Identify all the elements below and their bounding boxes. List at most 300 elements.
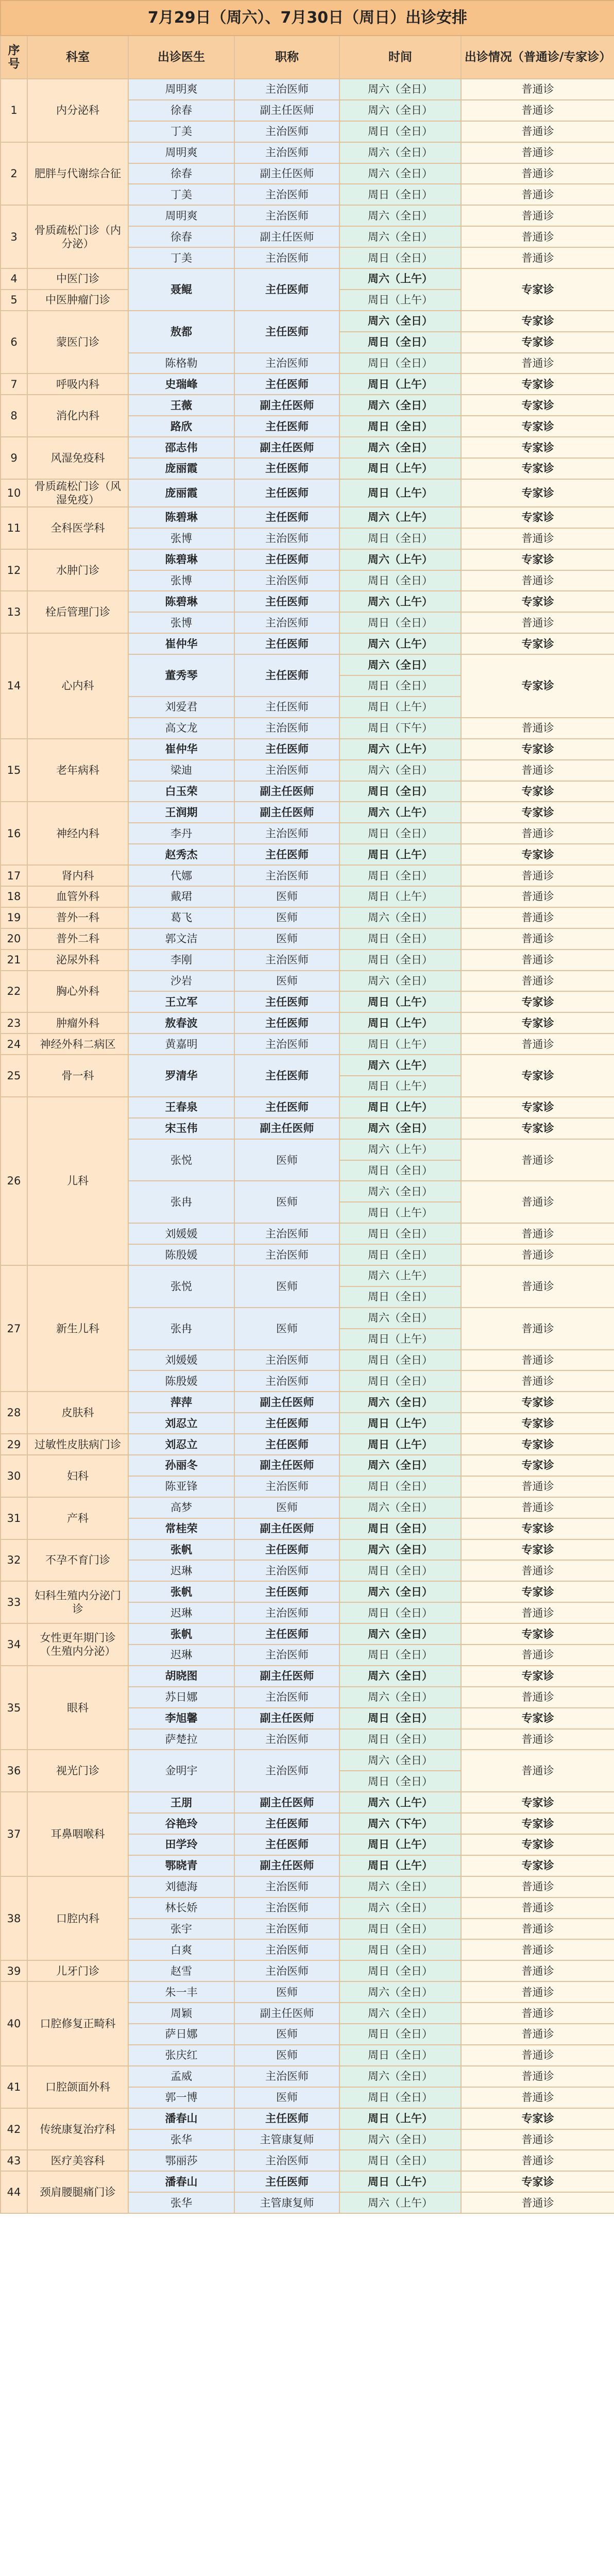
doctor-cell: 朱一丰 xyxy=(128,1981,234,2003)
department-cell: 口腔内科 xyxy=(27,1876,128,1961)
department-cell: 蒙医门诊 xyxy=(27,311,128,374)
time-cell: 周日（全日） xyxy=(339,1708,461,1729)
department-cell: 新生儿科 xyxy=(27,1265,128,1392)
visit-type-cell: 普通诊 xyxy=(461,100,614,121)
title-cell: 主治医师 xyxy=(234,2066,339,2087)
doctor-cell: 郭一博 xyxy=(128,2087,234,2108)
title-cell: 主治医师 xyxy=(234,1750,339,1792)
department-cell: 骨一科 xyxy=(27,1055,128,1097)
title-cell: 主治医师 xyxy=(234,1897,339,1919)
time-cell: 周日（上午） xyxy=(339,1434,461,1455)
header-department: 科室 xyxy=(27,36,128,79)
title-cell: 副主任医师 xyxy=(234,1666,339,1687)
doctor-cell: 聂鲲 xyxy=(128,268,234,311)
title-cell: 主治医师 xyxy=(234,1687,339,1708)
table-row xyxy=(1,374,614,395)
doctor-cell: 周颖 xyxy=(128,2003,234,2024)
table-row xyxy=(1,633,614,654)
visit-type-cell: 专家诊 xyxy=(461,374,614,395)
title-cell: 主治医师 xyxy=(234,1223,339,1244)
row-index: 35 xyxy=(1,1666,27,1750)
visit-type-cell: 普通诊 xyxy=(461,1370,614,1392)
time-cell: 周日（上午） xyxy=(339,2171,461,2192)
visit-type-cell: 专家诊 xyxy=(461,268,614,311)
time-cell: 周日（全日） xyxy=(339,612,461,633)
time-cell: 周日（全日） xyxy=(339,1476,461,1497)
title-cell: 主治医师 xyxy=(234,1729,339,1750)
time-cell: 周日（上午） xyxy=(339,1076,461,1097)
time-cell: 周六（全日） xyxy=(339,1750,461,1771)
department-cell: 产科 xyxy=(27,1497,128,1539)
title-cell: 主治医师 xyxy=(234,570,339,591)
title-cell: 主任医师 xyxy=(234,549,339,570)
table-row xyxy=(1,1981,614,2003)
time-cell: 周六（全日） xyxy=(339,1581,461,1602)
row-index: 27 xyxy=(1,1265,27,1392)
title-cell: 主治医师 xyxy=(234,121,339,142)
visit-type-cell: 普通诊 xyxy=(461,1350,614,1371)
doctor-cell: 郭文洁 xyxy=(128,928,234,950)
visit-type-cell: 普通诊 xyxy=(461,2003,614,2024)
doctor-cell: 张帆 xyxy=(128,1623,234,1645)
title-cell: 主治医师 xyxy=(234,718,339,739)
doctor-cell: 林长娇 xyxy=(128,1897,234,1919)
title-cell: 医师 xyxy=(234,2045,339,2066)
time-cell: 周六（全日） xyxy=(339,907,461,928)
visit-type-cell: 专家诊 xyxy=(461,2108,614,2129)
time-cell: 周日（上午） xyxy=(339,1413,461,1434)
title-cell: 主治医师 xyxy=(234,1960,339,1981)
title-cell: 主治医师 xyxy=(234,950,339,971)
time-cell: 周日（全日） xyxy=(339,1602,461,1623)
visit-type-cell: 普通诊 xyxy=(461,1265,614,1308)
department-cell: 口腔颌面外科 xyxy=(27,2066,128,2108)
doctor-cell: 路欣 xyxy=(128,416,234,437)
time-cell: 周日（全日） xyxy=(339,332,461,353)
time-cell: 周日（全日） xyxy=(339,1286,461,1308)
visit-type-cell: 专家诊 xyxy=(461,1118,614,1139)
visit-type-cell: 专家诊 xyxy=(461,311,614,332)
title-cell: 副主任医师 xyxy=(234,1392,339,1413)
time-cell: 周日（全日） xyxy=(339,247,461,268)
time-cell: 周日（全日） xyxy=(339,823,461,844)
table-row xyxy=(1,2150,614,2171)
time-cell: 周六（全日） xyxy=(339,1623,461,1645)
title-cell: 副主任医师 xyxy=(234,1118,339,1139)
time-cell: 周日（上午） xyxy=(339,374,461,395)
time-cell: 周日（全日） xyxy=(339,950,461,971)
doctor-cell: 罗清华 xyxy=(128,1055,234,1097)
row-index: 8 xyxy=(1,395,27,437)
visit-type-cell: 普通诊 xyxy=(461,612,614,633)
doctor-cell: 梁迪 xyxy=(128,760,234,781)
time-cell: 周日（上午） xyxy=(339,290,461,311)
time-cell: 周六（上午） xyxy=(339,633,461,654)
time-cell: 周六（全日） xyxy=(339,437,461,458)
visit-type-cell: 普通诊 xyxy=(461,528,614,549)
visit-type-cell: 普通诊 xyxy=(461,886,614,907)
time-cell: 周日（全日） xyxy=(339,1771,461,1792)
title-cell: 主任医师 xyxy=(234,1012,339,1033)
visit-type-cell: 普通诊 xyxy=(461,1750,614,1792)
table-row xyxy=(1,865,614,886)
table-row xyxy=(1,268,614,290)
doctor-cell: 张庆红 xyxy=(128,2045,234,2066)
title-cell: 主任医师 xyxy=(234,1581,339,1602)
time-cell: 周六（下午） xyxy=(339,1813,461,1834)
doctor-cell: 高梦 xyxy=(128,1497,234,1518)
time-cell: 周日（上午） xyxy=(339,1033,461,1055)
title-cell: 主治医师 xyxy=(234,79,339,100)
time-cell: 周六（全日） xyxy=(339,226,461,247)
table-row xyxy=(1,1876,614,1897)
time-cell: 周日（全日） xyxy=(339,416,461,437)
title-cell: 主治医师 xyxy=(234,1370,339,1392)
time-cell: 周六（全日） xyxy=(339,100,461,121)
visit-type-cell: 普通诊 xyxy=(461,1897,614,1919)
time-cell: 周日（上午） xyxy=(339,479,461,507)
doctor-cell: 陈碧琳 xyxy=(128,507,234,528)
row-index: 31 xyxy=(1,1497,27,1539)
title-cell: 医师 xyxy=(234,1497,339,1518)
visit-type-cell: 专家诊 xyxy=(461,991,614,1012)
time-cell: 周六（全日） xyxy=(339,1981,461,2003)
department-cell: 普外一科 xyxy=(27,907,128,928)
table-row xyxy=(1,907,614,928)
table-row xyxy=(1,437,614,458)
time-cell: 周六（上午） xyxy=(339,507,461,528)
doctor-cell: 迟琳 xyxy=(128,1602,234,1623)
visit-type-cell: 普通诊 xyxy=(461,163,614,184)
doctor-cell: 王润期 xyxy=(128,802,234,823)
time-cell: 周六（全日） xyxy=(339,2003,461,2024)
doctor-cell: 张博 xyxy=(128,528,234,549)
table-row xyxy=(1,549,614,570)
time-cell: 周六（上午） xyxy=(339,739,461,760)
title-cell: 主治医师 xyxy=(234,1560,339,1581)
title-cell: 医师 xyxy=(234,1181,339,1223)
table-row xyxy=(1,1581,614,1602)
title-cell: 主任医师 xyxy=(234,311,339,353)
visit-type-cell: 普通诊 xyxy=(461,971,614,992)
doctor-cell: 迟琳 xyxy=(128,1560,234,1581)
visit-type-cell: 专家诊 xyxy=(461,1392,614,1413)
time-cell: 周日（上午） xyxy=(339,991,461,1012)
department-cell: 肾内科 xyxy=(27,865,128,886)
doctor-cell: 丁美 xyxy=(128,121,234,142)
row-index: 25 xyxy=(1,1055,27,1097)
visit-type-cell: 专家诊 xyxy=(461,591,614,612)
time-cell: 周日（上午） xyxy=(339,458,461,479)
doctor-cell: 徐春 xyxy=(128,100,234,121)
doctor-cell: 孙丽冬 xyxy=(128,1455,234,1476)
visit-type-cell: 普通诊 xyxy=(461,1919,614,1940)
table-row xyxy=(1,2066,614,2087)
visit-type-cell: 专家诊 xyxy=(461,739,614,760)
time-cell: 周六（全日） xyxy=(339,1876,461,1897)
visit-type-cell: 专家诊 xyxy=(461,1518,614,1539)
time-cell: 周日（全日） xyxy=(339,865,461,886)
visit-type-cell: 专家诊 xyxy=(461,507,614,528)
doctor-cell: 庞丽霞 xyxy=(128,479,234,507)
visit-type-cell: 普通诊 xyxy=(461,865,614,886)
visit-type-cell: 普通诊 xyxy=(461,1476,614,1497)
table-row xyxy=(1,802,614,823)
time-cell: 周六（全日） xyxy=(339,1666,461,1687)
doctor-cell: 葛飞 xyxy=(128,907,234,928)
visit-type-cell: 普通诊 xyxy=(461,1308,614,1350)
doctor-cell: 庞丽霞 xyxy=(128,458,234,479)
table-row xyxy=(1,1434,614,1455)
doctor-cell: 刘媛媛 xyxy=(128,1350,234,1371)
time-cell: 周六（全日） xyxy=(339,1455,461,1476)
visit-type-cell: 专家诊 xyxy=(461,1834,614,1855)
department-cell: 老年病科 xyxy=(27,739,128,802)
visit-type-cell: 普通诊 xyxy=(461,823,614,844)
header-visit-type: 出诊情况（普通诊/专家诊） xyxy=(461,36,614,79)
department-cell: 骨质疏松门诊（风湿免疫） xyxy=(27,479,128,507)
title-cell: 主任医师 xyxy=(234,268,339,311)
row-index: 26 xyxy=(1,1097,27,1265)
row-index: 21 xyxy=(1,950,27,971)
department-cell: 神经外科二病区 xyxy=(27,1033,128,1055)
visit-type-cell: 普通诊 xyxy=(461,1560,614,1581)
title-cell: 主治医师 xyxy=(234,353,339,374)
time-cell: 周六（上午） xyxy=(339,549,461,570)
time-cell: 周日（上午） xyxy=(339,1855,461,1876)
doctor-cell: 陈格勒 xyxy=(128,353,234,374)
row-index: 5 xyxy=(1,290,27,311)
doctor-cell: 周明爽 xyxy=(128,142,234,163)
doctor-cell: 白玉荣 xyxy=(128,781,234,802)
row-index: 40 xyxy=(1,1981,27,2066)
row-index: 37 xyxy=(1,1792,27,1876)
table-row xyxy=(1,395,614,416)
title-cell: 副主任医师 xyxy=(234,437,339,458)
visit-type-cell: 专家诊 xyxy=(461,1813,614,1834)
department-cell: 不孕不育门诊 xyxy=(27,1539,128,1582)
row-index: 19 xyxy=(1,907,27,928)
visit-type-cell: 普通诊 xyxy=(461,2066,614,2087)
visit-type-cell: 普通诊 xyxy=(461,1876,614,1897)
department-cell: 传统康复治疗科 xyxy=(27,2108,128,2150)
title-cell: 主任医师 xyxy=(234,633,339,654)
row-index: 33 xyxy=(1,1581,27,1623)
title-cell: 副主任医师 xyxy=(234,781,339,802)
time-cell: 周日（全日） xyxy=(339,528,461,549)
doctor-cell: 丁美 xyxy=(128,184,234,205)
title-cell: 医师 xyxy=(234,2024,339,2045)
time-cell: 周日（全日） xyxy=(339,121,461,142)
doctor-cell: 代娜 xyxy=(128,865,234,886)
visit-type-cell: 专家诊 xyxy=(461,1666,614,1687)
visit-type-cell: 普通诊 xyxy=(461,950,614,971)
visit-type-cell: 普通诊 xyxy=(461,121,614,142)
visit-type-cell: 普通诊 xyxy=(461,1181,614,1223)
title-cell: 主治医师 xyxy=(234,205,339,226)
title-cell: 主任医师 xyxy=(234,739,339,760)
title-cell: 医师 xyxy=(234,971,339,992)
table-row xyxy=(1,928,614,950)
doctor-cell: 宋玉伟 xyxy=(128,1118,234,1139)
time-cell: 周日（全日） xyxy=(339,1939,461,1960)
time-cell: 周六（上午） xyxy=(339,591,461,612)
department-cell: 眼科 xyxy=(27,1666,128,1750)
time-cell: 周六（全日） xyxy=(339,1497,461,1518)
doctor-cell: 常桂荣 xyxy=(128,1518,234,1539)
title-cell: 主管康复师 xyxy=(234,2192,339,2213)
title-cell: 主任医师 xyxy=(234,654,339,697)
table-row xyxy=(1,1455,614,1476)
row-index: 41 xyxy=(1,2066,27,2108)
header-time: 时间 xyxy=(339,36,461,79)
doctor-cell: 张华 xyxy=(128,2129,234,2150)
time-cell: 周日（全日） xyxy=(339,2045,461,2066)
doctor-cell: 张悦 xyxy=(128,1265,234,1308)
table-row xyxy=(1,1055,614,1076)
doctor-cell: 王朋 xyxy=(128,1792,234,1813)
title-cell: 副主任医师 xyxy=(234,1518,339,1539)
table-row xyxy=(1,479,614,507)
row-index: 30 xyxy=(1,1455,27,1497)
doctor-cell: 陈碧琳 xyxy=(128,591,234,612)
time-cell: 周日（全日） xyxy=(339,2150,461,2171)
doctor-cell: 史瑞峰 xyxy=(128,374,234,395)
visit-type-cell: 普通诊 xyxy=(461,1223,614,1244)
time-cell: 周六（全日） xyxy=(339,2129,461,2150)
time-cell: 周六（上午） xyxy=(339,1055,461,1076)
department-cell: 心内科 xyxy=(27,633,128,738)
visit-type-cell: 专家诊 xyxy=(461,479,614,507)
time-cell: 周日（上午） xyxy=(339,1329,461,1350)
time-cell: 周日（下午） xyxy=(339,718,461,739)
title-cell: 主治医师 xyxy=(234,823,339,844)
department-cell: 耳鼻咽喉科 xyxy=(27,1792,128,1876)
department-cell: 神经内科 xyxy=(27,802,128,865)
visit-type-cell: 专家诊 xyxy=(461,1413,614,1434)
table-row xyxy=(1,971,614,992)
title-cell: 主治医师 xyxy=(234,1476,339,1497)
time-cell: 周六（上午） xyxy=(339,1265,461,1286)
title-cell: 医师 xyxy=(234,1139,339,1181)
row-index: 20 xyxy=(1,928,27,950)
time-cell: 周日（全日） xyxy=(339,570,461,591)
visit-type-cell: 普通诊 xyxy=(461,570,614,591)
header-title: 职称 xyxy=(234,36,339,79)
time-cell: 周六（全日） xyxy=(339,1118,461,1139)
doctor-cell: 张博 xyxy=(128,570,234,591)
doctor-cell: 张博 xyxy=(128,612,234,633)
table-row xyxy=(1,142,614,163)
title-cell: 主任医师 xyxy=(234,2108,339,2129)
visit-type-cell: 专家诊 xyxy=(461,437,614,458)
time-cell: 周六（全日） xyxy=(339,971,461,992)
visit-type-cell: 专家诊 xyxy=(461,1855,614,1876)
title-cell: 主任医师 xyxy=(234,991,339,1012)
visit-type-cell: 普通诊 xyxy=(461,907,614,928)
title-cell: 主任医师 xyxy=(234,844,339,865)
table-row xyxy=(1,507,614,528)
department-cell: 普外二科 xyxy=(27,928,128,950)
title-cell: 主管康复师 xyxy=(234,2129,339,2150)
row-index: 11 xyxy=(1,507,27,549)
department-cell: 口腔修复正畸科 xyxy=(27,1981,128,2066)
visit-type-cell: 普通诊 xyxy=(461,718,614,739)
doctor-cell: 徐春 xyxy=(128,226,234,247)
time-cell: 周日（全日） xyxy=(339,1370,461,1392)
visit-type-cell: 专家诊 xyxy=(461,802,614,823)
department-cell: 水肿门诊 xyxy=(27,549,128,591)
doctor-cell: 田学玲 xyxy=(128,1834,234,1855)
page-title: 7月29日（周六）、7月30日（周日）出诊安排 xyxy=(1,1,614,36)
doctor-cell: 张冉 xyxy=(128,1181,234,1223)
visit-type-cell: 专家诊 xyxy=(461,1623,614,1645)
time-cell: 周日（上午） xyxy=(339,844,461,865)
visit-type-cell: 普通诊 xyxy=(461,2024,614,2045)
title-cell: 副主任医师 xyxy=(234,1855,339,1876)
visit-type-cell: 专家诊 xyxy=(461,1708,614,1729)
row-index: 36 xyxy=(1,1750,27,1792)
visit-type-cell: 普通诊 xyxy=(461,1497,614,1518)
table-row xyxy=(1,2108,614,2129)
department-cell: 全科医学科 xyxy=(27,507,128,549)
title-cell: 副主任医师 xyxy=(234,163,339,184)
title-cell: 主任医师 xyxy=(234,1623,339,1645)
doctor-cell: 潘春山 xyxy=(128,2108,234,2129)
row-index: 38 xyxy=(1,1876,27,1961)
department-cell: 颈肩腰腿痛门诊 xyxy=(27,2171,128,2213)
time-cell: 周六（全日） xyxy=(339,1539,461,1561)
title-cell: 主任医师 xyxy=(234,507,339,528)
department-cell: 中医门诊 xyxy=(27,268,128,290)
doctor-cell: 周明爽 xyxy=(128,205,234,226)
visit-type-cell: 普通诊 xyxy=(461,1939,614,1960)
title-cell: 医师 xyxy=(234,886,339,907)
row-index: 43 xyxy=(1,2150,27,2171)
table-row xyxy=(1,1392,614,1413)
doctor-cell: 张冉 xyxy=(128,1308,234,1350)
time-cell: 周六（全日） xyxy=(339,163,461,184)
visit-type-cell: 普通诊 xyxy=(461,2192,614,2213)
doctor-cell: 迟琳 xyxy=(128,1645,234,1666)
doctor-cell: 沙岩 xyxy=(128,971,234,992)
time-cell: 周日（全日） xyxy=(339,2024,461,2045)
title-cell: 主任医师 xyxy=(234,2171,339,2192)
time-cell: 周日（全日） xyxy=(339,781,461,802)
doctor-cell: 邵志伟 xyxy=(128,437,234,458)
department-cell: 中医肿瘤门诊 xyxy=(27,290,128,311)
time-cell: 周日（全日） xyxy=(339,1729,461,1750)
row-index: 10 xyxy=(1,479,27,507)
doctor-cell: 金明宇 xyxy=(128,1750,234,1792)
time-cell: 周六（上午） xyxy=(339,1139,461,1160)
doctor-cell: 张宇 xyxy=(128,1919,234,1940)
row-index: 13 xyxy=(1,591,27,633)
table-row xyxy=(1,886,614,907)
title-cell: 主治医师 xyxy=(234,184,339,205)
title-cell: 主治医师 xyxy=(234,1939,339,1960)
title-cell: 主任医师 xyxy=(234,458,339,479)
visit-type-cell: 普通诊 xyxy=(461,1960,614,1981)
title-cell: 主治医师 xyxy=(234,865,339,886)
title-cell: 医师 xyxy=(234,907,339,928)
visit-type-cell: 专家诊 xyxy=(461,781,614,802)
visit-type-cell: 普通诊 xyxy=(461,142,614,163)
doctor-cell: 崔仲华 xyxy=(128,739,234,760)
title-cell: 主任医师 xyxy=(234,1539,339,1561)
table-row xyxy=(1,1792,614,1813)
doctor-cell: 谷艳玲 xyxy=(128,1813,234,1834)
